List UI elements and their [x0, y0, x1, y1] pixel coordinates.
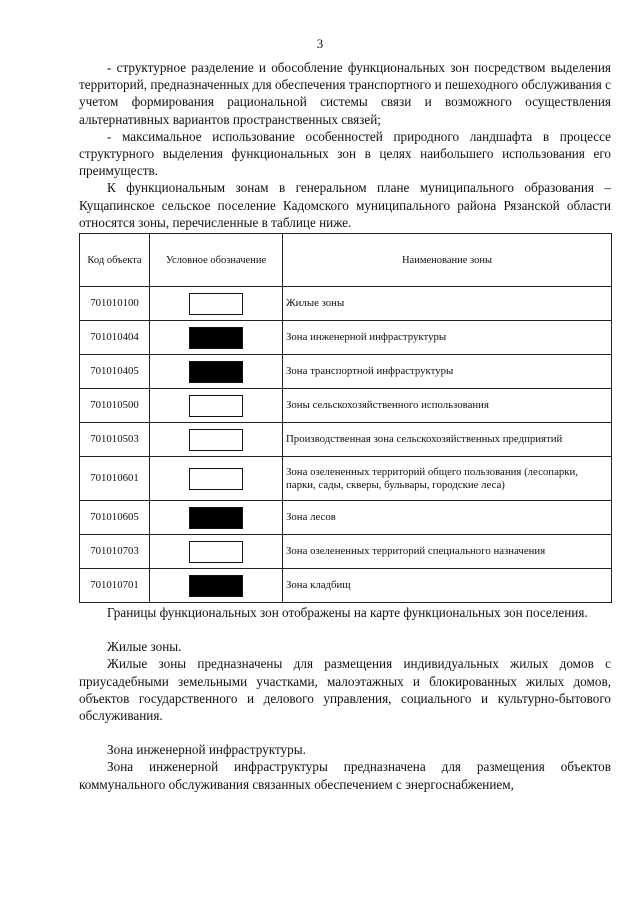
zone-name-cell: Производственная зона сельскохозяйственных предприятий — [283, 423, 612, 457]
object-code-cell: 701010503 — [80, 423, 150, 457]
object-code-cell: 701010405 — [80, 355, 150, 389]
legend-swatch — [189, 395, 243, 417]
table-header-row — [80, 234, 612, 287]
document-body — [79, 59, 611, 793]
zone-name-cell: Зона лесов — [283, 501, 612, 535]
table-row — [80, 501, 612, 535]
symbol-cell — [150, 287, 283, 321]
zone-name-cell: Зона инженерной инфраструктуры — [283, 321, 612, 355]
paragraph-map-reference: Границы функциональных зон отображены на карте функциональных зон поселения. — [107, 605, 588, 621]
symbol-cell — [150, 389, 283, 423]
zone-name-cell: Зона озелененных территорий специального назначения — [283, 535, 612, 569]
legend-swatch — [189, 293, 243, 315]
legend-swatch — [189, 361, 243, 383]
object-code-cell: 701010701 — [80, 569, 150, 603]
object-code-cell: 701010605 — [80, 501, 150, 535]
header-symbol: Условное обозначение — [150, 234, 283, 287]
object-code-cell: 701010100 — [80, 287, 150, 321]
object-code-cell: 701010601 — [80, 457, 150, 501]
zone-name-cell: Зоны сельскохозяйственного использования — [283, 389, 612, 423]
table-row — [80, 355, 612, 389]
symbol-cell — [150, 535, 283, 569]
header-zone-name: Наименование зоны — [283, 234, 612, 287]
legend-swatch — [189, 575, 243, 597]
zone-name-cell: Зона озелененных территорий общего пользования (лесопарки, парки, сады, скверы, бульвары, городские леса) — [283, 457, 612, 501]
symbol-cell — [150, 321, 283, 355]
object-code-cell: 701010404 — [80, 321, 150, 355]
table-row — [80, 287, 612, 321]
paragraph-structural-separation: - структурное разделение и обособление функциональных зон посредством выделения территорий, предназначенных для обеспечения транспортного и пешеходного обслуживания с учетом формирования рациональной системы связи и возможного осуществления альтернативных вариантов пространственных связей; — [79, 60, 611, 127]
table-row — [80, 423, 612, 457]
paragraph-zones-intro: К функциональным зонам в генеральном плане муниципального образования – Кущапинское сельское поселение Кадомского муниципального района Рязанской области относятся зоны, перечисленные в таблице ниже. — [79, 180, 611, 230]
section-heading-residential: Жилые зоны. — [107, 639, 182, 655]
table-row — [80, 321, 612, 355]
section-heading-engineering: Зона инженерной инфраструктуры. — [107, 742, 306, 758]
legend-swatch — [189, 327, 243, 349]
object-code-cell: 701010703 — [80, 535, 150, 569]
table-row — [80, 569, 612, 603]
table-row — [80, 535, 612, 569]
symbol-cell — [150, 457, 283, 501]
zone-name-cell: Жилые зоны — [283, 287, 612, 321]
page-number: 3 — [316, 36, 324, 51]
symbol-cell — [150, 423, 283, 457]
section-text-residential: Жилые зоны предназначены для размещения индивидуальных жилых домов с приусадебными земельными участками, малоэтажных и блокированных жилых домов, объектов государственного и делового управления, социального и культурно-бытового обслуживания. — [79, 656, 611, 724]
legend-swatch — [189, 429, 243, 451]
header-object-code: Код объекта — [80, 234, 150, 287]
legend-swatch — [189, 468, 243, 490]
section-text-engineering: Зона инженерной инфраструктуры предназначена для размещения объектов коммунального обслуживания связанных обеспечением с энергоснабжением, — [79, 759, 611, 792]
legend-swatch — [189, 507, 243, 529]
object-code-cell: 701010500 — [80, 389, 150, 423]
table-row — [80, 389, 612, 423]
legend-swatch — [189, 541, 243, 563]
paragraph-landscape-use: - максимальное использование особенностей природного ландшафта в процессе структурного выделения функциональных зон в целях наибольшего использования его преимуществ. — [79, 128, 611, 179]
symbol-cell — [150, 355, 283, 389]
symbol-cell — [150, 569, 283, 603]
zone-name-cell: Зона транспортной инфраструктуры — [283, 355, 612, 389]
table-row — [80, 457, 612, 501]
table-body — [80, 287, 612, 603]
symbol-cell — [150, 501, 283, 535]
zone-name-cell: Зона кладбищ — [283, 569, 612, 603]
functional-zones-table — [79, 233, 612, 603]
